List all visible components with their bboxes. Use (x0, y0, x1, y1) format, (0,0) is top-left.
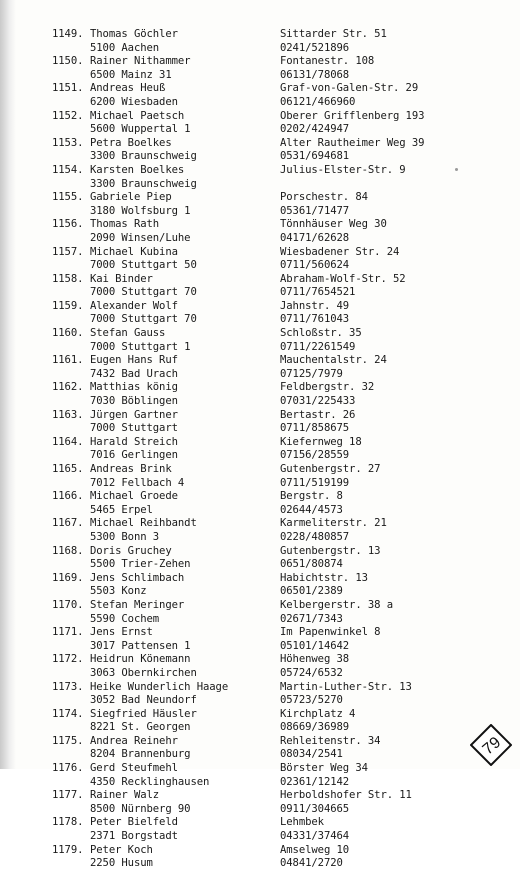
entry-city: 5600 Wuppertal 1 (90, 123, 191, 136)
directory-entry (0, 28, 520, 55)
directory-entry (0, 436, 520, 463)
entry-number: 1153. (52, 136, 84, 149)
entry-number: 1155. (52, 191, 84, 204)
entry-phone: 0711/560624 (280, 259, 350, 272)
entry-name: Thomas Rath (90, 218, 160, 231)
entry-phone: 07125/7979 (280, 367, 343, 380)
entry-name: Andrea Reinehr (90, 734, 178, 747)
entry-phone: 05361/71477 (280, 204, 350, 217)
entry-street: Oberer Grifflenberg 193 (280, 109, 425, 122)
entry-name: Gabriele Piep (90, 191, 172, 204)
directory-entry (0, 273, 520, 300)
entry-name: Stefan Meringer (90, 598, 185, 611)
entry-phone: 0711/7654521 (280, 286, 356, 299)
entry-phone: 02644/4573 (280, 503, 343, 516)
entry-number: 1176. (52, 762, 84, 775)
entry-city: 7000 Stuttgart 50 (90, 259, 197, 272)
entry-phone: 05724/6532 (280, 666, 343, 679)
entry-number: 1169. (52, 571, 84, 584)
entry-phone: 06501/2389 (280, 585, 343, 598)
directory-entry (0, 789, 520, 816)
directory-entry (0, 681, 520, 708)
directory-entry (0, 463, 520, 490)
entry-name: Rainer Nithammer (90, 55, 191, 68)
entry-street: Kirchplatz 4 (280, 707, 356, 720)
entry-street: Fontanestr. 108 (280, 55, 375, 68)
entry-street: Höhenweg 38 (280, 653, 350, 666)
entry-street: Schloßstr. 35 (280, 327, 362, 340)
entry-number: 1179. (52, 843, 84, 856)
entry-number: 1158. (52, 272, 84, 285)
entry-phone: 04331/37464 (280, 830, 350, 843)
directory-entry (0, 626, 520, 653)
entry-name: Jens Schlimbach (90, 571, 185, 584)
entry-city: 8500 Nürnberg 90 (90, 802, 191, 815)
entry-city: 2371 Borgstadt (90, 830, 178, 843)
entry-phone: 08034/2541 (280, 748, 343, 761)
directory-entry (0, 55, 520, 82)
entry-phone: 0241/521896 (280, 41, 350, 54)
entry-number: 1157. (52, 245, 84, 258)
entry-city: 3300 Braunschweig (90, 177, 197, 190)
entry-name: Petra Boelkes (90, 136, 172, 149)
entry-number: 1178. (52, 816, 84, 829)
entry-name: Eugen Hans Ruf (90, 354, 178, 367)
entry-name: Jürgen Gartner (90, 408, 178, 421)
entry-street: Alter Rautheimer Weg 39 (280, 136, 425, 149)
entry-street: Jahnstr. 49 (280, 299, 350, 312)
directory-entry (0, 545, 520, 572)
entry-street: Julius-Elster-Str. 9 (280, 163, 406, 176)
entry-number: 1173. (52, 680, 84, 693)
entry-number: 1168. (52, 544, 84, 557)
entry-city: 5300 Bonn 3 (90, 530, 160, 543)
entry-number: 1162. (52, 381, 84, 394)
entry-number: 1167. (52, 517, 84, 530)
entry-phone: 04171/62628 (280, 231, 350, 244)
entry-name: Gerd Steufmehl (90, 762, 178, 775)
entry-city: 7012 Fellbach 4 (90, 476, 185, 489)
directory-entry (0, 409, 520, 436)
entry-name: Jens Ernst (90, 626, 153, 639)
directory-entry (0, 327, 520, 354)
directory-entry (0, 354, 520, 381)
entry-name: Michael Paetsch (90, 109, 185, 122)
entry-number: 1161. (52, 354, 84, 367)
entry-street: Im Papenwinkel 8 (280, 626, 381, 639)
entry-street: Kelbergerstr. 38 a (280, 598, 394, 611)
entry-number: 1175. (52, 734, 84, 747)
entry-city: 5590 Cochem (90, 612, 160, 625)
entry-street: Graf-von-Galen-Str. 29 (280, 82, 419, 95)
directory-entry (0, 137, 520, 164)
entry-phone: 0911/304665 (280, 802, 350, 815)
entry-phone: 0711/858675 (280, 422, 350, 435)
entry-city: 4350 Recklinghausen (90, 775, 210, 788)
entry-phone: 02671/7343 (280, 612, 343, 625)
entry-phone: 05101/14642 (280, 639, 350, 652)
entry-city: 6500 Mainz 31 (90, 68, 172, 81)
entry-city: 3017 Pattensen 1 (90, 639, 191, 652)
entry-name: Michael Reihbandt (90, 517, 197, 530)
entry-name: Peter Bielfeld (90, 816, 178, 829)
entry-phone: 0228/480857 (280, 530, 350, 543)
entry-number: 1177. (52, 789, 84, 802)
directory-entry (0, 653, 520, 680)
entry-number: 1174. (52, 707, 84, 720)
directory-entry (0, 762, 520, 789)
entry-street: Martin-Luther-Str. 13 (280, 680, 412, 693)
entry-city: 5465 Erpel (90, 503, 153, 516)
page-number-badge (470, 724, 512, 766)
entry-street: Feldbergstr. 32 (280, 381, 375, 394)
entry-city: 8204 Brannenburg (90, 748, 191, 761)
page-number: 79 (479, 733, 505, 759)
entry-name: Heike Wunderlich Haage (90, 680, 229, 693)
directory-entry (0, 381, 520, 408)
entry-number: 1171. (52, 626, 84, 639)
entry-city: 5500 Trier-Zehen (90, 558, 191, 571)
entry-phone: 0711/519199 (280, 476, 350, 489)
entry-phone: 02361/12142 (280, 775, 350, 788)
entry-name: Doris Gruchey (90, 544, 172, 557)
entry-phone: 07156/28559 (280, 449, 350, 462)
entry-street: Amselweg 10 (280, 843, 350, 856)
directory-entry (0, 490, 520, 517)
directory-entry (0, 191, 520, 218)
entry-city: 3052 Bad Neundorf (90, 694, 197, 707)
entry-city: 2250 Husum (90, 857, 153, 870)
entry-city: 6200 Wiesbaden (90, 95, 178, 108)
entry-name: Alexander Wolf (90, 299, 178, 312)
directory-entry (0, 708, 520, 735)
entry-city: 7000 Stuttgart (90, 422, 178, 435)
entry-street: Lehmbek (280, 816, 324, 829)
entry-name: Michael Kubina (90, 245, 178, 258)
entry-street: Bergstr. 8 (280, 490, 343, 503)
entry-city: 5503 Konz (90, 585, 147, 598)
entry-name: Karsten Boelkes (90, 163, 185, 176)
entry-phone: 0202/424947 (280, 123, 350, 136)
entry-phone: 05723/5270 (280, 694, 343, 707)
entry-name: Harald Streich (90, 435, 178, 448)
directory-entry (0, 844, 520, 871)
directory-entry (0, 164, 520, 191)
entry-name: Thomas Göchler (90, 28, 178, 40)
entry-name: Siegfried Häusler (90, 707, 197, 720)
entry-number: 1170. (52, 598, 84, 611)
directory-entry (0, 110, 520, 137)
directory-entry (0, 218, 520, 245)
directory-entry (0, 572, 520, 599)
entry-phone: 0711/2261549 (280, 340, 356, 353)
entry-name: Heidrun Könemann (90, 653, 191, 666)
entry-number: 1151. (52, 82, 84, 95)
entry-street: Porschestr. 84 (280, 191, 368, 204)
entry-number: 1156. (52, 218, 84, 231)
directory-entry (0, 82, 520, 109)
entry-name: Stefan Gauss (90, 327, 166, 340)
entry-street: Abraham-Wolf-Str. 52 (280, 272, 406, 285)
directory-entry (0, 735, 520, 762)
entry-name: Matthias könig (90, 381, 178, 394)
entry-street: Habichtstr. 13 (280, 571, 368, 584)
entry-street: Mauchentalstr. 24 (280, 354, 387, 367)
entry-phone: 07031/225433 (280, 395, 356, 408)
entry-name: Rainer Walz (90, 789, 160, 802)
entry-number: 1165. (52, 463, 84, 475)
entry-number: 1164. (52, 435, 84, 448)
entry-phone: 0651/80874 (280, 558, 343, 571)
entry-city: 3300 Braunschweig (90, 150, 197, 163)
entry-city: 7000 Stuttgart 70 (90, 286, 197, 299)
entry-number: 1160. (52, 327, 84, 340)
entry-number: 1172. (52, 653, 84, 666)
entry-street: Gutenbergstr. 13 (280, 544, 381, 557)
directory-entry (0, 246, 520, 273)
entry-street: Gutenbergstr. 27 (280, 463, 381, 475)
entry-street: Kiefernweg 18 (280, 435, 362, 448)
entry-city: 7000 Stuttgart 70 (90, 313, 197, 326)
entry-street: Wiesbadener Str. 24 (280, 245, 400, 258)
entry-number: 1166. (52, 490, 84, 503)
entry-street: Herboldshofer Str. 11 (280, 789, 412, 802)
entry-street: Sittarder Str. 51 (280, 28, 387, 40)
entry-phone: 06121/466960 (280, 95, 356, 108)
entry-city: 7000 Stuttgart 1 (90, 340, 191, 353)
entry-street: Karmeliterstr. 21 (280, 517, 387, 530)
entry-city: 7016 Gerlingen (90, 449, 178, 462)
entry-phone: 0531/694681 (280, 150, 350, 163)
entry-name: Kai Binder (90, 272, 153, 285)
entry-city: 2090 Winsen/Luhe (90, 231, 191, 244)
entry-phone: 06131/78068 (280, 68, 350, 81)
entry-number: 1149. (52, 28, 84, 40)
entry-number: 1159. (52, 299, 84, 312)
entry-number: 1150. (52, 55, 84, 68)
entry-number: 1154. (52, 163, 84, 176)
entry-number: 1152. (52, 109, 84, 122)
entry-phone: 0711/761043 (280, 313, 350, 326)
entry-phone: 04841/2720 (280, 857, 343, 870)
entry-city: 3063 Obernkirchen (90, 666, 197, 679)
directory-entry (0, 599, 520, 626)
entry-phone: 08669/36989 (280, 721, 350, 734)
entry-name: Michael Groede (90, 490, 178, 503)
entry-street: Bertastr. 26 (280, 408, 356, 421)
entry-number: 1163. (52, 408, 84, 421)
directory-entry (0, 517, 520, 544)
member-directory (0, 28, 520, 871)
entry-city: 7432 Bad Urach (90, 367, 178, 380)
entry-city: 7030 Böblingen (90, 395, 178, 408)
entry-street: Börster Weg 34 (280, 762, 368, 775)
entry-city: 8221 St. Georgen (90, 721, 191, 734)
entry-name: Andreas Brink (90, 463, 172, 475)
entry-city: 5100 Aachen (90, 41, 160, 54)
entry-street: Tönnhäuser Weg 30 (280, 218, 387, 231)
directory-entry (0, 816, 520, 843)
directory-entry (0, 300, 520, 327)
entry-city: 3180 Wolfsburg 1 (90, 204, 191, 217)
entry-name: Peter Koch (90, 843, 153, 856)
entry-street: Rehleitenstr. 34 (280, 734, 381, 747)
entry-name: Andreas Heuß (90, 82, 166, 95)
